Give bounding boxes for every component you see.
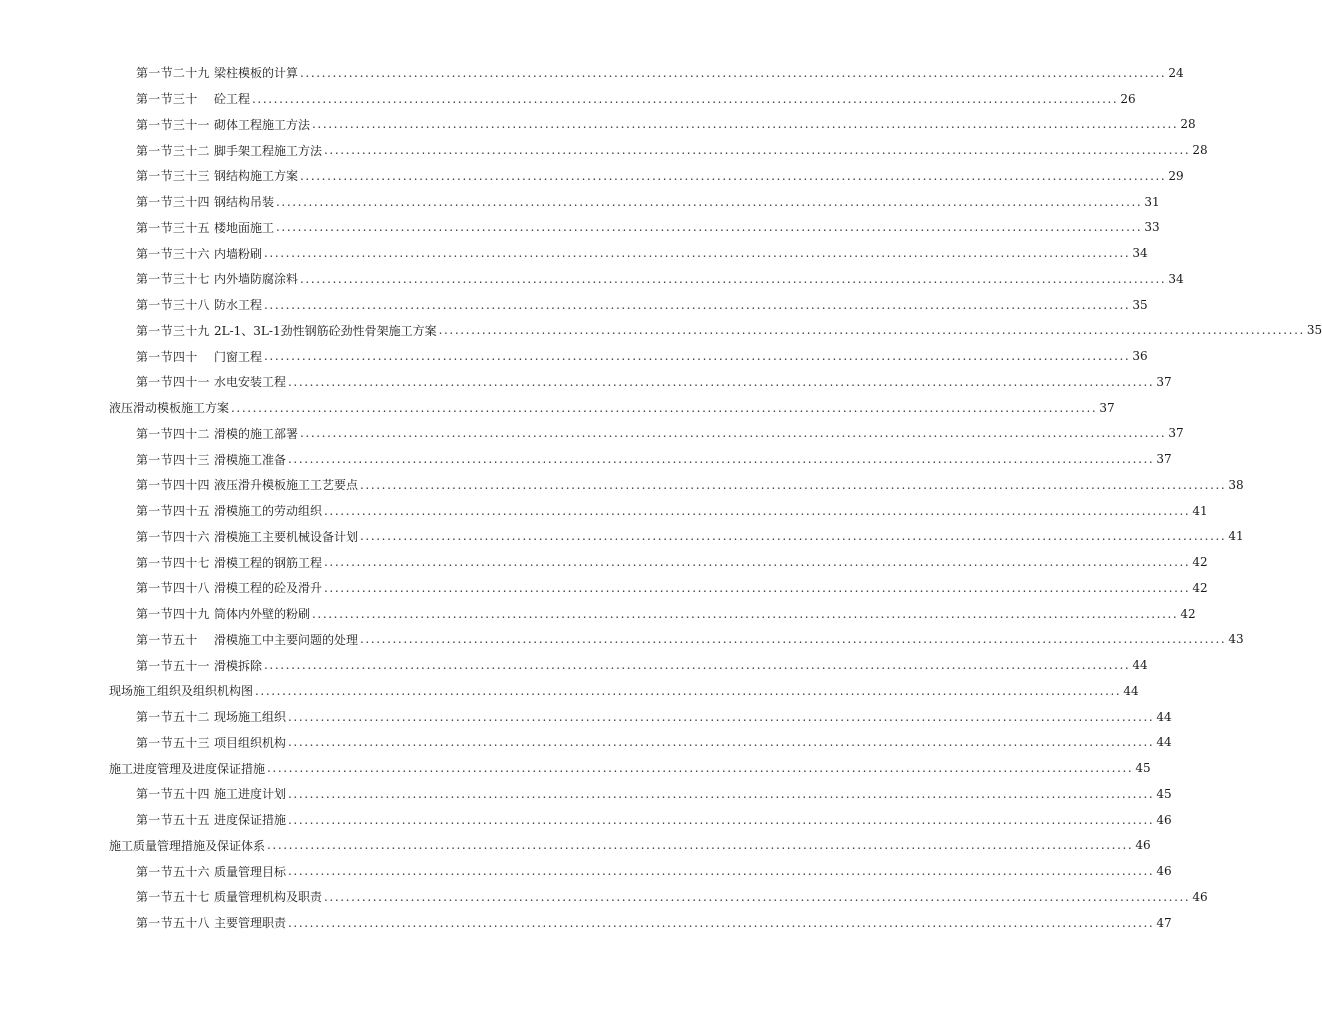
dot-leader: ................................................................................................................................................................ — [264, 246, 1131, 261]
toc-section-number: 第一节二十九 — [136, 66, 210, 81]
toc-entry[interactable] — [109, 704, 1172, 730]
toc-page-number: 34 — [1168, 271, 1184, 286]
toc-entry[interactable] — [109, 601, 1196, 627]
dot-leader: ................................................................................................................................................................ — [288, 812, 1155, 827]
dot-leader: ................................................................................................................................................................ — [360, 529, 1227, 544]
toc-section-number: 第一节四十五 — [136, 504, 210, 519]
dot-leader: ................................................................................................................................................................ — [264, 297, 1131, 312]
toc-page-number: 35 — [1306, 323, 1322, 338]
toc-section-number: 第一节五十四 — [136, 787, 210, 802]
toc-entry-title: 内墙粉刷 — [214, 246, 263, 261]
toc-section-number: 第一节三十二 — [136, 143, 210, 158]
toc-page-number: 42 — [1192, 555, 1208, 570]
toc-page-number: 28 — [1192, 143, 1208, 158]
toc-entry-title: 防水工程 — [214, 298, 263, 313]
toc-entry[interactable] — [109, 343, 1148, 369]
toc-entry-title: 滑模拆除 — [214, 658, 263, 673]
toc-page-number: 37 — [1156, 374, 1172, 389]
dot-leader: ................................................................................................................................................................ — [264, 349, 1131, 364]
toc-entry-title: 滑模施工的劳动组织 — [214, 504, 323, 519]
toc-page-number: 46 — [1192, 889, 1208, 904]
toc-entry-title: 滑模施工中主要问题的处理 — [214, 632, 359, 647]
toc-page-number: 34 — [1132, 246, 1148, 261]
toc-section-number: 第一节五十 — [136, 632, 198, 647]
toc-section-number: 第一节三十五 — [136, 220, 210, 235]
toc-entry[interactable] — [109, 266, 1184, 292]
toc-entry[interactable] — [109, 627, 1244, 653]
toc-entry[interactable] — [109, 498, 1208, 524]
dot-leader: ................................................................................................................................................................ — [300, 168, 1167, 183]
toc-page-number: 47 — [1156, 915, 1172, 930]
toc-entry[interactable] — [109, 910, 1172, 936]
toc-page-number: 42 — [1180, 606, 1196, 621]
dot-leader: ................................................................................................................................................................ — [324, 503, 1191, 518]
toc-page-number: 38 — [1228, 477, 1244, 492]
toc-entry[interactable] — [109, 730, 1172, 756]
toc-entry-title: 砌体工程施工方法 — [214, 117, 311, 132]
toc-entry[interactable] — [109, 446, 1172, 472]
toc-page-number: 36 — [1132, 349, 1148, 364]
dot-leader: ................................................................................................................................................................ — [276, 220, 1143, 235]
dot-leader: ................................................................................................................................................................ — [252, 91, 1119, 106]
toc-section-number: 第一节三十四 — [136, 195, 210, 210]
dot-leader: ................................................................................................................................................................ — [300, 65, 1167, 80]
dot-leader: ................................................................................................................................................................ — [255, 683, 1122, 698]
toc-entry-title: 现场施工组织 — [214, 710, 287, 725]
toc-entry[interactable] — [109, 112, 1196, 138]
toc-entry[interactable] — [109, 524, 1244, 550]
toc-page-number: 35 — [1132, 297, 1148, 312]
dot-leader: ................................................................................................................................................................ — [264, 658, 1131, 673]
toc-entry[interactable] — [109, 858, 1172, 884]
toc-entry-title: 滑模工程的砼及滑升 — [214, 581, 323, 596]
toc-entry-title: 钢结构施工方案 — [214, 169, 299, 184]
toc-page-number: 33 — [1144, 220, 1160, 235]
toc-entry[interactable] — [109, 369, 1172, 395]
toc-entry[interactable] — [109, 189, 1160, 215]
toc-entry[interactable] — [109, 807, 1172, 833]
toc-section-number: 第一节四十七 — [136, 555, 210, 570]
toc-section-number: 第一节三十八 — [136, 298, 210, 313]
toc-entry[interactable] — [109, 240, 1148, 266]
toc-entry[interactable] — [109, 215, 1160, 241]
toc-page-number: 42 — [1192, 580, 1208, 595]
dot-leader: ................................................................................................................................................................ — [288, 709, 1155, 724]
table-of-contents — [109, 60, 1322, 936]
toc-entry-title: 项目组织机构 — [214, 735, 287, 750]
toc-page-number: 37 — [1156, 452, 1172, 467]
toc-section-number: 第一节三十三 — [136, 169, 210, 184]
toc-entry[interactable] — [109, 318, 1322, 344]
dot-leader: ................................................................................................................................................................ — [312, 117, 1179, 132]
toc-chapter-entry[interactable] — [109, 395, 1115, 421]
toc-section-number: 第一节四十三 — [136, 452, 210, 467]
toc-entry-title: 水电安装工程 — [214, 375, 287, 390]
toc-page-number: 44 — [1156, 735, 1172, 750]
toc-page-number: 44 — [1132, 658, 1148, 673]
toc-entry-title: 楼地面施工 — [214, 220, 275, 235]
toc-entry-title: 门窗工程 — [214, 349, 263, 364]
dot-leader: ................................................................................................................................................................ — [300, 426, 1167, 441]
dot-leader: ................................................................................................................................................................ — [360, 477, 1227, 492]
toc-page-number: 28 — [1180, 117, 1196, 132]
toc-entry-title: 现场施工组织及组织机构图 — [109, 684, 254, 699]
toc-entry[interactable] — [109, 163, 1184, 189]
toc-entry-title: 脚手架工程施工方法 — [214, 143, 323, 158]
dot-leader: ................................................................................................................................................................ — [288, 374, 1155, 389]
toc-section-number: 第一节四十九 — [136, 607, 210, 622]
toc-entry-title: 质量管理目标 — [214, 864, 287, 879]
dot-leader: ................................................................................................................................................................ — [288, 864, 1155, 879]
toc-section-number: 第一节四十二 — [136, 426, 210, 441]
toc-entry-title: 梁柱模板的计算 — [214, 66, 299, 81]
toc-page-number: 41 — [1192, 503, 1208, 518]
toc-entry-title: 质量管理机构及职责 — [214, 890, 323, 905]
toc-entry[interactable] — [109, 575, 1208, 601]
dot-leader: ................................................................................................................................................................ — [360, 632, 1227, 647]
toc-entry-title: 主要管理职责 — [214, 916, 287, 931]
toc-entry-title: 滑模施工准备 — [214, 452, 287, 467]
toc-section-number: 第一节四十 — [136, 349, 198, 364]
toc-section-number: 第一节五十二 — [136, 710, 210, 725]
toc-section-number: 第一节五十一 — [136, 658, 210, 673]
toc-page-number: 41 — [1228, 529, 1244, 544]
toc-entry-title: 施工进度管理及进度保证措施 — [109, 761, 266, 776]
toc-section-number: 第一节五十八 — [136, 916, 210, 931]
toc-entry[interactable] — [109, 421, 1184, 447]
toc-entry-title: 内外墙防腐涂料 — [214, 272, 299, 287]
toc-entry-title: 筒体内外壁的粉刷 — [214, 607, 311, 622]
dot-leader: ................................................................................................................................................................ — [324, 580, 1191, 595]
toc-page-number: 44 — [1123, 683, 1139, 698]
toc-page-number: 31 — [1144, 194, 1160, 209]
toc-page-number: 37 — [1099, 400, 1115, 415]
toc-entry-title: 钢结构吊装 — [214, 195, 275, 210]
toc-entry-title: 2L-1、3L-1劲性钢筋砼劲性骨架施工方案 — [214, 323, 437, 338]
dot-leader: ................................................................................................................................................................ — [312, 606, 1179, 621]
toc-entry[interactable] — [109, 86, 1136, 112]
toc-section-number: 第一节五十三 — [136, 735, 210, 750]
dot-leader: ................................................................................................................................................................ — [276, 194, 1143, 209]
toc-chapter-entry[interactable] — [109, 678, 1139, 704]
dot-leader: ................................................................................................................................................................ — [324, 555, 1191, 570]
toc-entry[interactable] — [109, 60, 1184, 86]
toc-page-number: 45 — [1135, 761, 1151, 776]
toc-entry-title: 滑模的施工部署 — [214, 426, 299, 441]
toc-section-number: 第一节四十一 — [136, 375, 210, 390]
toc-section-number: 第一节五十五 — [136, 813, 210, 828]
toc-entry-title: 液压滑升模板施工工艺要点 — [214, 478, 359, 493]
dot-leader: ................................................................................................................................................................ — [288, 786, 1155, 801]
toc-entry-title: 施工质量管理措施及保证体系 — [109, 838, 266, 853]
toc-entry[interactable] — [109, 884, 1208, 910]
toc-chapter-entry[interactable] — [109, 755, 1151, 781]
toc-section-number: 第一节三十九 — [136, 323, 210, 338]
toc-entry[interactable] — [109, 652, 1148, 678]
toc-page-number: 29 — [1168, 168, 1184, 183]
dot-leader: ................................................................................................................................................................ — [300, 271, 1167, 286]
toc-entry[interactable] — [109, 292, 1148, 318]
toc-page-number: 37 — [1168, 426, 1184, 441]
toc-page-number: 24 — [1168, 65, 1184, 80]
dot-leader: ................................................................................................................................................................ — [288, 915, 1155, 930]
toc-page-number: 26 — [1120, 91, 1136, 106]
dot-leader: ................................................................................................................................................................ — [324, 889, 1191, 904]
toc-section-number: 第一节五十七 — [136, 890, 210, 905]
toc-entry-title: 滑模施工主要机械设备计划 — [214, 529, 359, 544]
toc-entry[interactable] — [109, 781, 1172, 807]
toc-section-number: 第一节五十六 — [136, 864, 210, 879]
toc-entry[interactable] — [109, 137, 1208, 163]
toc-entry-title: 施工进度计划 — [214, 787, 287, 802]
dot-leader: ................................................................................................................................................................ — [324, 143, 1191, 158]
toc-page-number: 45 — [1156, 786, 1172, 801]
toc-section-number: 第一节三十七 — [136, 272, 210, 287]
toc-section-number: 第一节三十 — [136, 92, 198, 107]
toc-section-number: 第一节四十四 — [136, 478, 210, 493]
toc-entry[interactable] — [109, 472, 1244, 498]
dot-leader: ................................................................................................................................................................ — [288, 452, 1155, 467]
toc-section-number: 第一节三十一 — [136, 117, 210, 132]
toc-page-number: 46 — [1156, 864, 1172, 879]
toc-page-number: 46 — [1135, 838, 1151, 853]
toc-entry-title: 砼工程 — [214, 92, 251, 107]
toc-entry-title: 进度保证措施 — [214, 813, 287, 828]
dot-leader: ................................................................................................................................................................ — [267, 838, 1134, 853]
dot-leader: ................................................................................................................................................................ — [267, 761, 1134, 776]
dot-leader: ................................................................................................................................................................ — [438, 323, 1305, 338]
toc-page-number: 46 — [1156, 812, 1172, 827]
dot-leader: ................................................................................................................................................................ — [231, 400, 1098, 415]
toc-entry-title: 液压滑动模板施工方案 — [109, 401, 230, 416]
toc-section-number: 第一节四十八 — [136, 581, 210, 596]
dot-leader: ................................................................................................................................................................ — [288, 735, 1155, 750]
toc-section-number: 第一节四十六 — [136, 529, 210, 544]
toc-entry[interactable] — [109, 549, 1208, 575]
toc-page-number: 44 — [1156, 709, 1172, 724]
toc-entry-title: 滑模工程的钢筋工程 — [214, 555, 323, 570]
toc-chapter-entry[interactable] — [109, 833, 1151, 859]
toc-section-number: 第一节三十六 — [136, 246, 210, 261]
toc-page-number: 43 — [1228, 632, 1244, 647]
